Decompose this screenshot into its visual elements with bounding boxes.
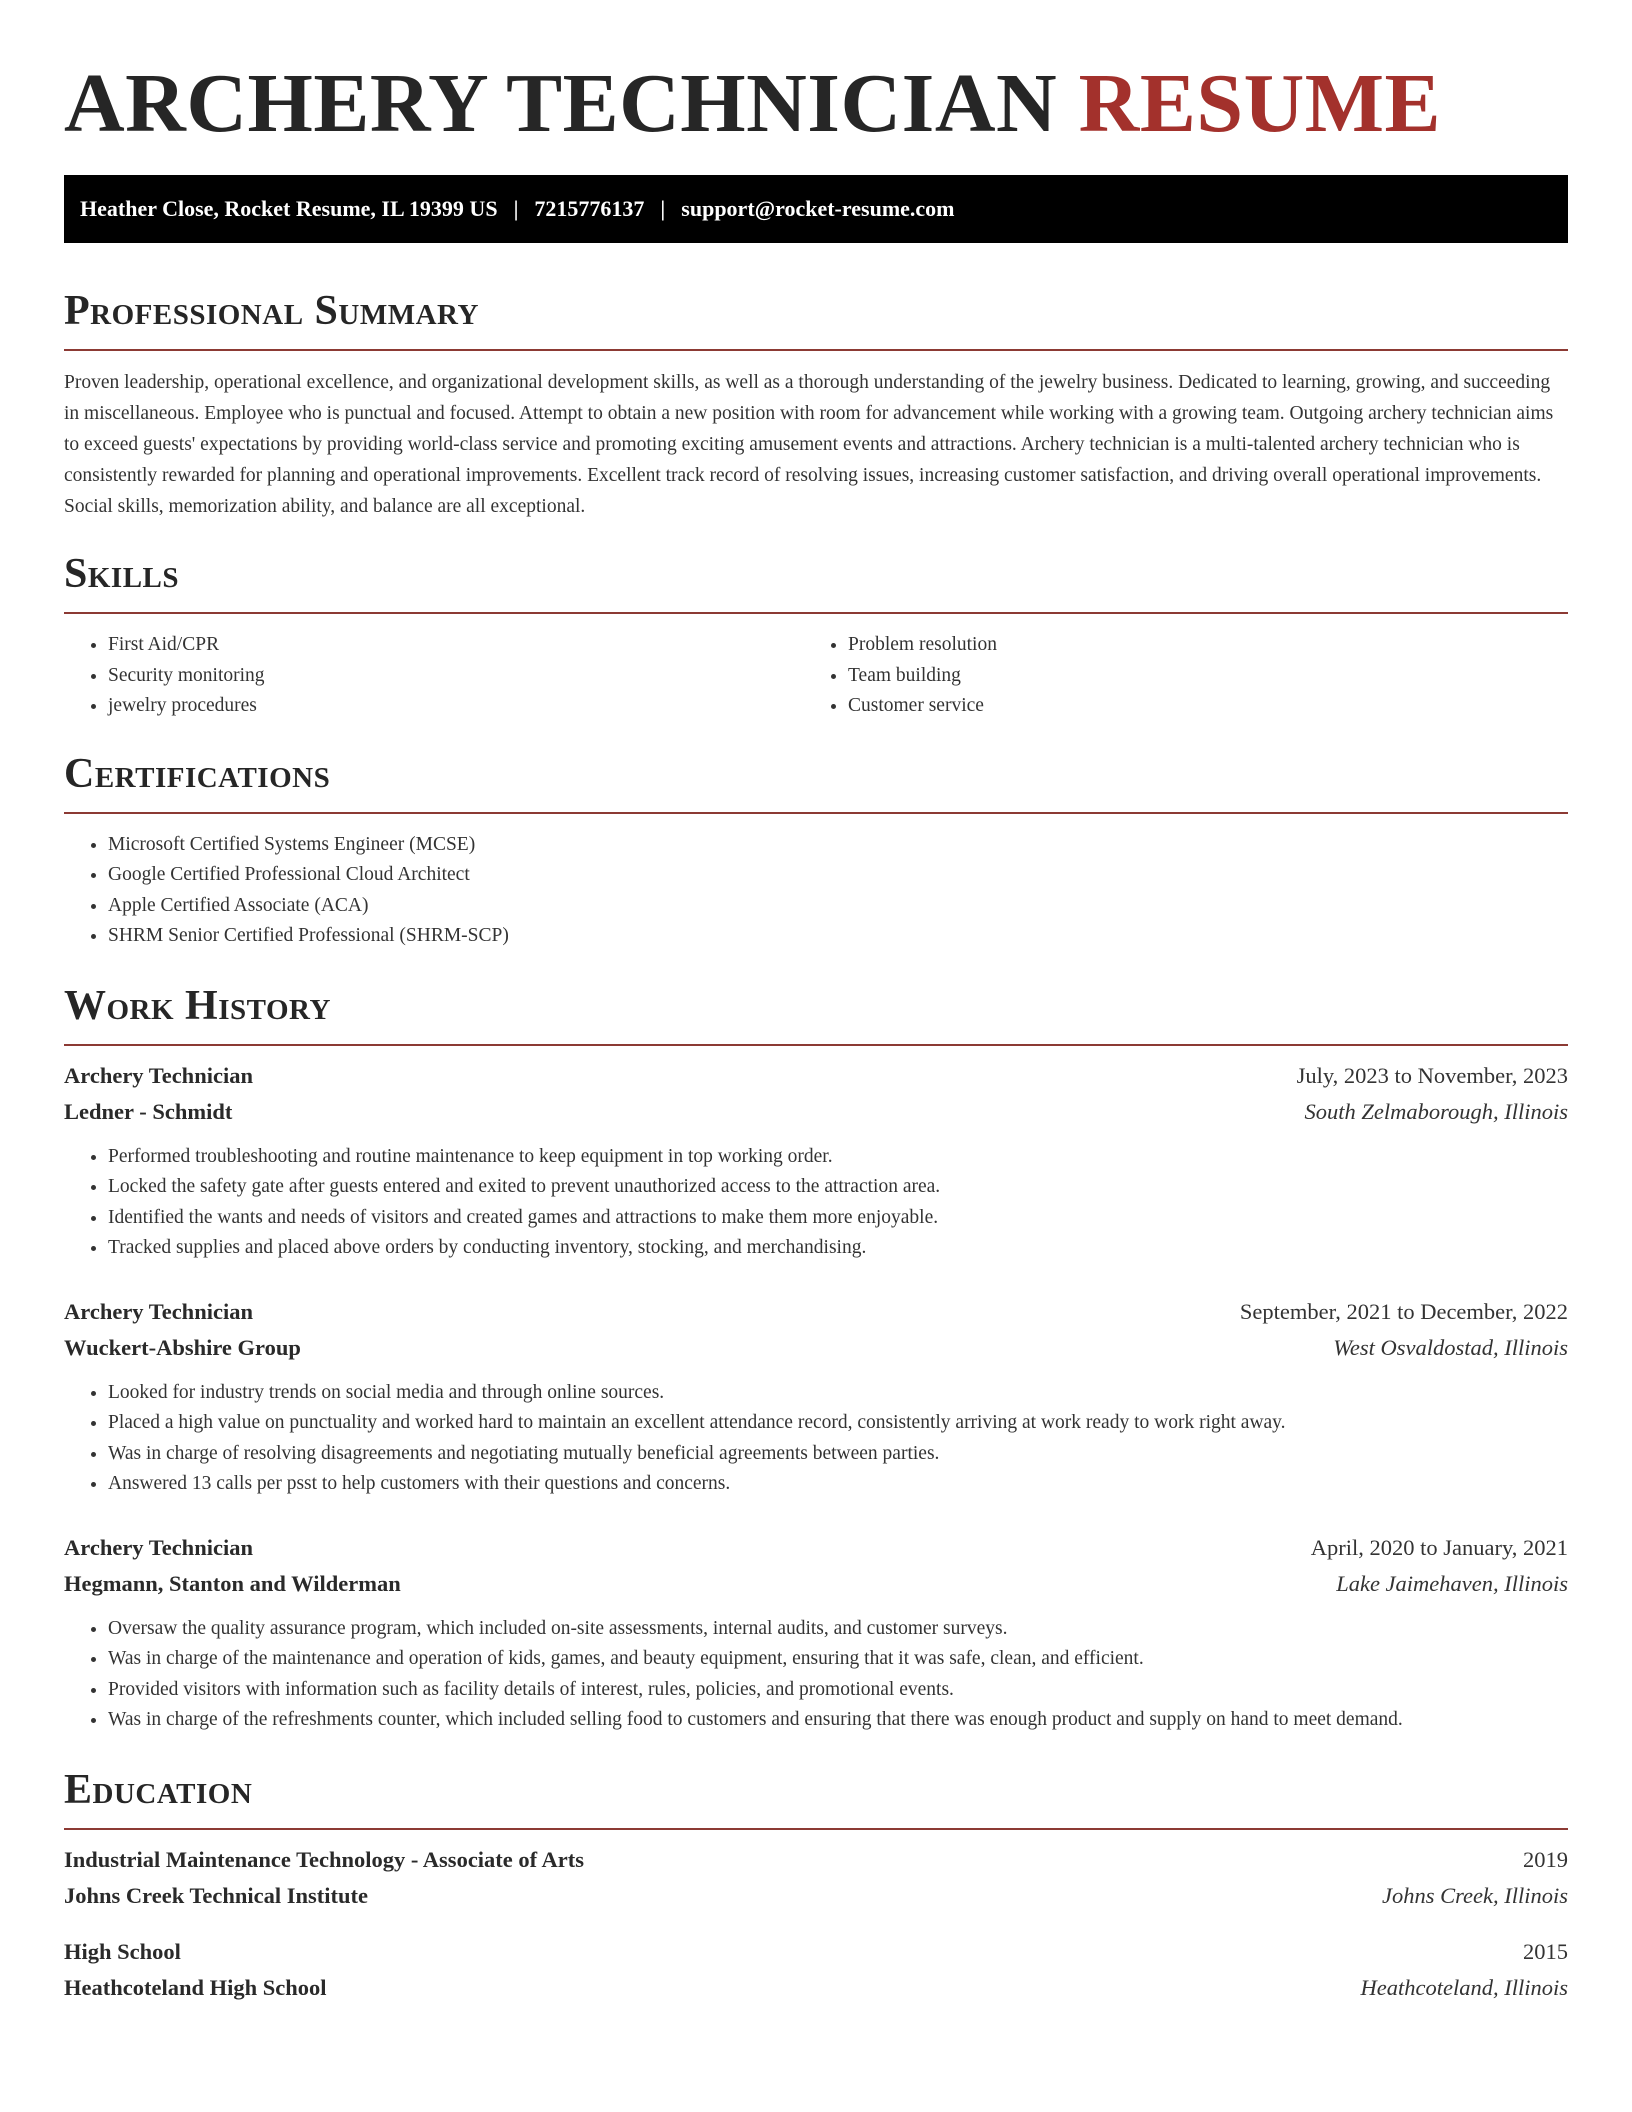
job-company: Ledner - Schmidt xyxy=(64,1098,233,1124)
section-heading-education: Education xyxy=(64,1766,253,1813)
education-header-row xyxy=(64,1934,1568,1970)
certifications-section xyxy=(64,750,1568,952)
education-year: 2019 xyxy=(1523,1846,1568,1872)
skill-item: • Security monitoring xyxy=(108,661,804,692)
education-school: Johns Creek Technical Institute xyxy=(64,1882,369,1908)
resume-content xyxy=(64,58,1568,2006)
contact-email: support@rocket-resume.com xyxy=(681,196,955,221)
section-heading-summary: Professional Summary xyxy=(64,288,479,334)
education-degree: Industrial Maintenance Technology - Associate of Arts xyxy=(64,1846,585,1872)
skill-item: • Problem resolution xyxy=(848,630,1544,661)
contact-bar xyxy=(64,175,1568,243)
section-divider xyxy=(64,1828,1568,1830)
title-main: ARCHERY TECHNICIAN xyxy=(64,57,1058,150)
section-heading-skills: Skills xyxy=(64,551,180,597)
skills-list-left xyxy=(64,630,804,722)
contact-separator: | xyxy=(660,196,666,221)
job-header-row xyxy=(64,1530,1568,1566)
skills-column-right xyxy=(804,630,1544,722)
education-year: 2015 xyxy=(1523,1938,1568,1964)
job-entry xyxy=(64,1530,1568,1736)
job-title: Archery Technician xyxy=(64,1534,253,1560)
job-duty: • Performed troubleshooting and routine maintenance to keep equipment in top working order. xyxy=(108,1142,1568,1173)
job-dates: July, 2023 to November, 2023 xyxy=(1296,1062,1568,1088)
job-entry xyxy=(64,1294,1568,1500)
contact-address: Heather Close, Rocket Resume, IL 19399 US xyxy=(80,196,498,221)
job-duties-list xyxy=(64,1142,1568,1264)
job-company: Wuckert-Abshire Group xyxy=(64,1334,301,1360)
skill-item: • First Aid/CPR xyxy=(108,630,804,661)
education-school-row xyxy=(64,1970,1568,2006)
section-divider xyxy=(64,612,1568,614)
section-heading-certifications: Certifications xyxy=(64,750,331,797)
education-degree: High School xyxy=(64,1938,181,1964)
summary-section xyxy=(64,287,1568,522)
education-school: Heathcoteland High School xyxy=(64,1974,327,2000)
job-duties-list xyxy=(64,1378,1568,1500)
certification-item: • Microsoft Certified Systems Engineer (MCSE) xyxy=(108,830,1568,861)
education-section xyxy=(64,1766,1568,2006)
education-entry xyxy=(64,1842,1568,1914)
skills-grid xyxy=(64,630,1568,722)
section-heading-work-history: Work History xyxy=(64,982,331,1029)
work-history-section xyxy=(64,982,1568,1736)
section-divider xyxy=(64,812,1568,814)
title-accent: RESUME xyxy=(1078,57,1442,150)
education-entry xyxy=(64,1934,1568,2006)
job-duty: • Looked for industry trends on social media and through online sources. xyxy=(108,1378,1568,1409)
job-duty: • Answered 13 calls per psst to help customers with their questions and concerns. xyxy=(108,1469,1568,1500)
contact-phone: 7215776137 xyxy=(534,196,645,221)
certification-item: • Apple Certified Associate (ACA) xyxy=(108,891,1568,922)
job-dates: April, 2020 to January, 2021 xyxy=(1310,1534,1568,1560)
certifications-list xyxy=(64,830,1568,952)
job-duty: • Oversaw the quality assurance program, which included on-site assessments, internal audits, and customer surveys. xyxy=(108,1614,1568,1645)
job-entry xyxy=(64,1058,1568,1264)
education-location: Heathcoteland, Illinois xyxy=(1360,1974,1568,2000)
job-dates: September, 2021 to December, 2022 xyxy=(1239,1298,1568,1324)
skill-item: • Team building xyxy=(848,661,1544,692)
section-divider xyxy=(64,1044,1568,1046)
education-location: Johns Creek, Illinois xyxy=(1381,1882,1568,1908)
job-duty: • Was in charge of resolving disagreements and negotiating mutually beneficial agreements between parties. xyxy=(108,1439,1568,1470)
job-title: Archery Technician xyxy=(64,1298,253,1324)
job-company-row xyxy=(64,1330,1568,1366)
job-company-row xyxy=(64,1566,1568,1602)
skill-item: • jewelry procedures xyxy=(108,691,804,722)
job-company-row xyxy=(64,1094,1568,1130)
skills-list-right xyxy=(804,630,1544,722)
summary-text: Proven leadership, operational excellence, and organizational development skills, as well as a thorough understanding of the jewelry business. Dedicated to learning, growing, and succeeding in miscellaneous. Employee who is punctual and focused. Attempt to obtain a new position with room for advancement while working with a growing team. Outgoing archery technician aims to exceed guests' expectations by providing world-class service and promoting exciting amusement events and attractions. Archery technician is a multi-talented archery technician who is consistently rewarded for planning and operational improvements. Excellent track record of resolving issues, increasing customer satisfaction, and driving overall operational improvements. Social skills, memorization ability, and balance are all exceptional. xyxy=(64,372,1554,517)
job-duty: • Was in charge of the maintenance and operation of kids, games, and beauty equipment, ensuring that it was safe, clean, and efficient. xyxy=(108,1644,1568,1675)
job-title: Archery Technician xyxy=(64,1062,253,1088)
job-company: Hegmann, Stanton and Wilderman xyxy=(64,1570,401,1596)
job-location: West Osvaldostad, Illinois xyxy=(1333,1334,1568,1360)
job-duty: • Provided visitors with information such as facility details of interest, rules, policies, and promotional events. xyxy=(108,1675,1568,1706)
job-header-row xyxy=(64,1058,1568,1094)
contact-separator: | xyxy=(513,196,519,221)
education-school-row xyxy=(64,1878,1568,1914)
skill-item: • Customer service xyxy=(848,691,1544,722)
job-location: Lake Jaimehaven, Illinois xyxy=(1336,1570,1568,1596)
job-duty: • Identified the wants and needs of visitors and created games and attractions to make them more enjoyable. xyxy=(108,1203,1568,1234)
job-location: South Zelmaborough, Illinois xyxy=(1304,1098,1568,1124)
job-duties-list xyxy=(64,1614,1568,1736)
job-duty: • Placed a high value on punctuality and worked hard to maintain an excellent attendance record, consistently arriving at work ready to work right away. xyxy=(108,1408,1568,1439)
job-duty: • Locked the safety gate after guests entered and exited to prevent unauthorized access to the attraction area. xyxy=(108,1172,1568,1203)
education-header-row xyxy=(64,1842,1568,1878)
job-duty: • Tracked supplies and placed above orders by conducting inventory, stocking, and merchandising. xyxy=(108,1233,1568,1264)
resume-title xyxy=(64,58,1568,150)
certification-item: • Google Certified Professional Cloud Architect xyxy=(108,860,1568,891)
job-duty: • Was in charge of the refreshments counter, which included selling food to customers and ensuring that there was enough product and supply on hand to meet demand. xyxy=(108,1705,1568,1736)
job-header-row xyxy=(64,1294,1568,1330)
skills-section xyxy=(64,550,1568,722)
section-divider xyxy=(64,349,1568,351)
skills-column-left xyxy=(64,630,804,722)
certification-item: • SHRM Senior Certified Professional (SHRM-SCP) xyxy=(108,921,1568,952)
